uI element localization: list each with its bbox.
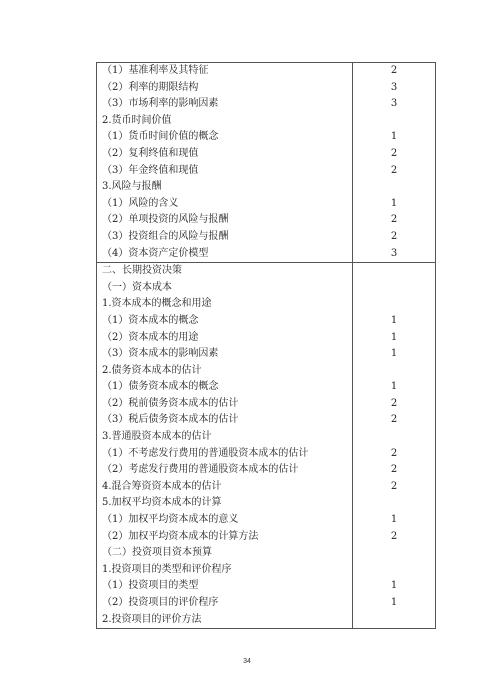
level-cell: 1 (353, 578, 436, 595)
level-cell: 1 (353, 512, 436, 529)
topic-cell: 2.投资项目的评价方法 (97, 612, 353, 629)
level-cell (353, 429, 436, 446)
level-cell: 2 (353, 212, 436, 229)
table-row (97, 396, 436, 413)
table-row (97, 263, 436, 280)
topic-cell: 3.普通股资本成本的估计 (97, 429, 353, 446)
level-cell (353, 113, 436, 130)
table-row (97, 212, 436, 229)
table-row (97, 562, 436, 579)
topic-cell: （1）货币时间价值的概念 (97, 129, 353, 146)
topic-cell: 1.投资项目的类型和评价程序 (97, 562, 353, 579)
table-row (97, 412, 436, 429)
level-cell: 2 (353, 529, 436, 546)
level-cell (353, 562, 436, 579)
level-cell (353, 612, 436, 629)
table-row (97, 529, 436, 546)
topic-cell: （2）税前债务资本成本的估计 (97, 396, 353, 413)
topic-cell: （2）考虑发行费用的普通股资本成本的估计 (97, 462, 353, 479)
level-cell: 1 (353, 379, 436, 396)
table-row (97, 346, 436, 363)
level-cell: 2 (353, 163, 436, 180)
table-row (97, 446, 436, 463)
table-row (97, 578, 436, 595)
topic-cell: （1）基准利率及其特征 (97, 63, 353, 80)
level-cell (353, 179, 436, 196)
topic-cell: （2）投资项目的评价程序 (97, 595, 353, 612)
level-cell: 1 (353, 330, 436, 347)
topic-cell: （2）单项投资的风险与报酬 (97, 212, 353, 229)
table-row (97, 80, 436, 97)
topic-cell: （1）不考虑发行费用的普通股资本成本的估计 (97, 446, 353, 463)
level-cell (353, 545, 436, 562)
table-row (97, 129, 436, 146)
topic-cell: （3）年金终值和现值 (97, 163, 353, 180)
level-cell: 3 (353, 96, 436, 113)
level-cell: 1 (353, 313, 436, 330)
table-row (97, 296, 436, 313)
level-cell (353, 263, 436, 280)
topic-cell: （3）资本成本的影响因素 (97, 346, 353, 363)
topic-cell: 1.资本成本的概念和用途 (97, 296, 353, 313)
topic-cell: （1）加权平均资本成本的意义 (97, 512, 353, 529)
level-cell: 2 (353, 412, 436, 429)
table-row (97, 179, 436, 196)
topic-cell: （3）税后债务资本成本的估计 (97, 412, 353, 429)
topic-cell: （4）资本资产定价模型 (97, 246, 353, 263)
topic-cell: 二、长期投资决策 (97, 263, 353, 280)
level-cell: 2 (353, 63, 436, 80)
table-row (97, 545, 436, 562)
topic-cell: 5.加权平均资本成本的计算 (97, 495, 353, 512)
level-cell (353, 280, 436, 297)
topic-cell: （一）资本成本 (97, 280, 353, 297)
topic-cell: （1）投资项目的类型 (97, 578, 353, 595)
level-cell: 3 (353, 246, 436, 263)
topic-cell: 2.货币时间价值 (97, 113, 353, 130)
table-row (97, 313, 436, 330)
table-row (97, 163, 436, 180)
level-cell: 1 (353, 129, 436, 146)
level-cell: 2 (353, 229, 436, 246)
table-row (97, 595, 436, 612)
table-row (97, 512, 436, 529)
table-row (97, 479, 436, 496)
level-cell: 2 (353, 146, 436, 163)
table-row (97, 330, 436, 347)
topic-cell: （1）风险的含义 (97, 196, 353, 213)
table-row (97, 363, 436, 380)
topic-cell: （二）投资项目资本预算 (97, 545, 353, 562)
level-cell: 2 (353, 462, 436, 479)
topic-cell: 2.债务资本成本的估计 (97, 363, 353, 380)
table-row (97, 63, 436, 80)
table-row (97, 280, 436, 297)
syllabus-table (96, 62, 436, 629)
level-cell: 1 (353, 346, 436, 363)
topic-cell: （1）债务资本成本的概念 (97, 379, 353, 396)
topic-cell: （2）利率的期限结构 (97, 80, 353, 97)
topic-cell: （1）资本成本的概念 (97, 313, 353, 330)
topic-cell: 3.风险与报酬 (97, 179, 353, 196)
topic-cell: （3）市场利率的影响因素 (97, 96, 353, 113)
level-cell: 1 (353, 595, 436, 612)
level-cell: 2 (353, 396, 436, 413)
level-cell (353, 363, 436, 380)
syllabus-table-body (97, 63, 436, 629)
table-row (97, 113, 436, 130)
level-cell: 1 (353, 196, 436, 213)
table-row (97, 429, 436, 446)
level-cell (353, 296, 436, 313)
level-cell: 3 (353, 80, 436, 97)
topic-cell: （2）加权平均资本成本的计算方法 (97, 529, 353, 546)
table-row (97, 146, 436, 163)
level-cell (353, 495, 436, 512)
table-row (97, 495, 436, 512)
table-row (97, 246, 436, 263)
topic-cell: （2）资本成本的用途 (97, 330, 353, 347)
topic-cell: （3）投资组合的风险与报酬 (97, 229, 353, 246)
topic-cell: 4.混合筹资资本成本的估计 (97, 479, 353, 496)
table-row (97, 196, 436, 213)
table-row (97, 379, 436, 396)
table-row (97, 462, 436, 479)
level-cell: 2 (353, 479, 436, 496)
level-cell: 2 (353, 446, 436, 463)
topic-cell: （2）复利终值和现值 (97, 146, 353, 163)
table-row (97, 96, 436, 113)
page-number: 34 (243, 658, 251, 665)
table-row (97, 229, 436, 246)
table-row (97, 612, 436, 629)
